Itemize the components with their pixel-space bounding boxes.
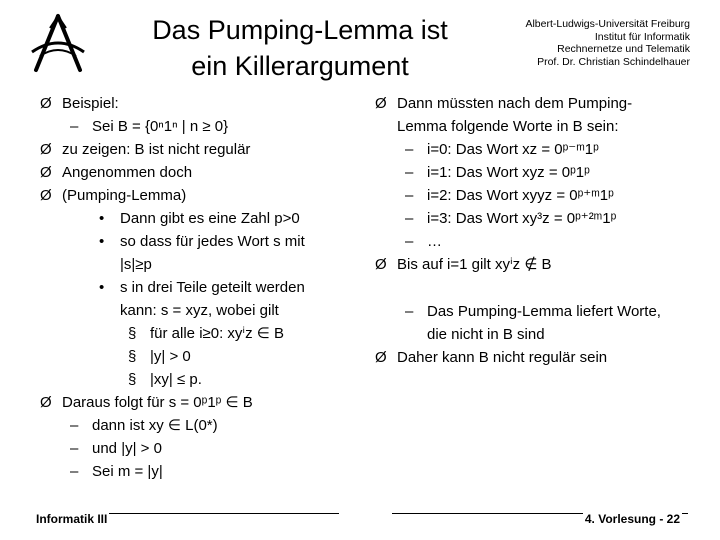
list-item: Ø Daraus folgt für s = 0ᵖ1ᵖ ∈ B (40, 391, 350, 414)
university-logo-icon (28, 12, 88, 74)
square-bullet-icon: § (128, 325, 137, 342)
list-item: – i=3: Das Wort xy³z = 0ᵖ⁺²ᵐ1ᵖ (375, 207, 695, 230)
list-item: § für alle i≥0: xyⁱz ∈ B (40, 322, 350, 345)
dash-bullet-icon: – (70, 440, 79, 457)
dot-bullet-icon: • (99, 233, 105, 250)
list-item: – i=2: Das Wort xyyz = 0ᵖ⁺ᵐ1ᵖ (375, 184, 695, 207)
list-item: • Dann gibt es eine Zahl p>0 (40, 207, 350, 230)
institution-line: Institut für Informatik (594, 30, 690, 43)
list-item: – und |y| > 0 (40, 437, 350, 460)
arrow-bullet-icon: Ø (375, 256, 387, 273)
arrow-bullet-icon: Ø (375, 95, 387, 112)
list-item: Ø Daher kann B nicht regulär sein (375, 346, 695, 369)
dash-bullet-icon: – (405, 233, 414, 250)
dash-bullet-icon: – (70, 417, 79, 434)
list-item: – … (375, 230, 695, 253)
page-title (128, 12, 472, 84)
list-item: – Das Pumping-Lemma liefert Worte, (375, 300, 695, 323)
square-bullet-icon: § (128, 348, 137, 365)
dash-bullet-icon: – (70, 463, 79, 480)
right-column (375, 92, 695, 369)
list-item: Ø Beispiel: (40, 92, 350, 115)
list-item: – i=0: Das Wort xz = 0ᵖ⁻ᵐ1ᵖ (375, 138, 695, 161)
left-column (40, 92, 350, 483)
list-item: – i=1: Das Wort xyz = 0ᵖ1ᵖ (375, 161, 695, 184)
list-item-continuation: Lemma folgende Worte in B sein: (397, 118, 619, 135)
list-item: – Sei B = {0ⁿ1ⁿ | n ≥ 0} (40, 115, 350, 138)
dash-bullet-icon: – (405, 303, 414, 320)
arrow-bullet-icon: Ø (40, 95, 52, 112)
list-item: • s in drei Teile geteilt werden (40, 276, 350, 299)
list-item: – dann ist xy ∈ L(0*) (40, 414, 350, 437)
list-item: Ø Bis auf i=1 gilt xyⁱz ∉ B (375, 253, 695, 276)
spacer (375, 276, 695, 300)
list-item: Ø zu zeigen: B ist nicht regulär (40, 138, 350, 161)
dash-bullet-icon: – (405, 164, 414, 181)
institution-line: Prof. Dr. Christian Schindelhauer (537, 55, 690, 68)
list-item: § |y| > 0 (40, 345, 350, 368)
square-bullet-icon: § (128, 371, 137, 388)
footer-course: Informatik III (36, 512, 108, 526)
arrow-bullet-icon: Ø (40, 394, 52, 411)
arrow-bullet-icon: Ø (40, 141, 52, 158)
list-item-continuation: |s|≥p (120, 256, 152, 273)
list-item: Ø (Pumping-Lemma) (40, 184, 350, 207)
list-item-continuation: die nicht in B sind (427, 326, 545, 343)
institution-line: Rechnernetze und Telematik (557, 43, 690, 55)
institution-info (490, 18, 690, 68)
list-item: • so dass für jedes Wort s mit (40, 230, 350, 253)
arrow-bullet-icon: Ø (40, 187, 52, 204)
list-item: § |xy| ≤ p. (40, 368, 350, 391)
list-item: Ø Dann müssten nach dem Pumping- (375, 92, 695, 115)
dash-bullet-icon: – (405, 187, 414, 204)
institution-line: Albert-Ludwigs-Universität Freiburg (525, 18, 690, 30)
dash-bullet-icon: – (405, 141, 414, 158)
footer-slide-number: 4. Vorlesung - 22 (584, 512, 680, 526)
dash-bullet-icon: – (70, 118, 79, 135)
dash-bullet-icon: – (405, 210, 414, 227)
arrow-bullet-icon: Ø (40, 164, 52, 181)
list-item: Ø Angenommen doch (40, 161, 350, 184)
title-line-1: Das Pumping-Lemma ist (152, 15, 448, 45)
dot-bullet-icon: • (99, 279, 105, 296)
arrow-bullet-icon: Ø (375, 349, 387, 366)
list-item-continuation: kann: s = xyz, wobei gilt (120, 302, 279, 319)
title-line-2: ein Killerargument (191, 51, 409, 81)
list-item: – Sei m = |y| (40, 460, 350, 483)
dot-bullet-icon: • (99, 210, 105, 227)
